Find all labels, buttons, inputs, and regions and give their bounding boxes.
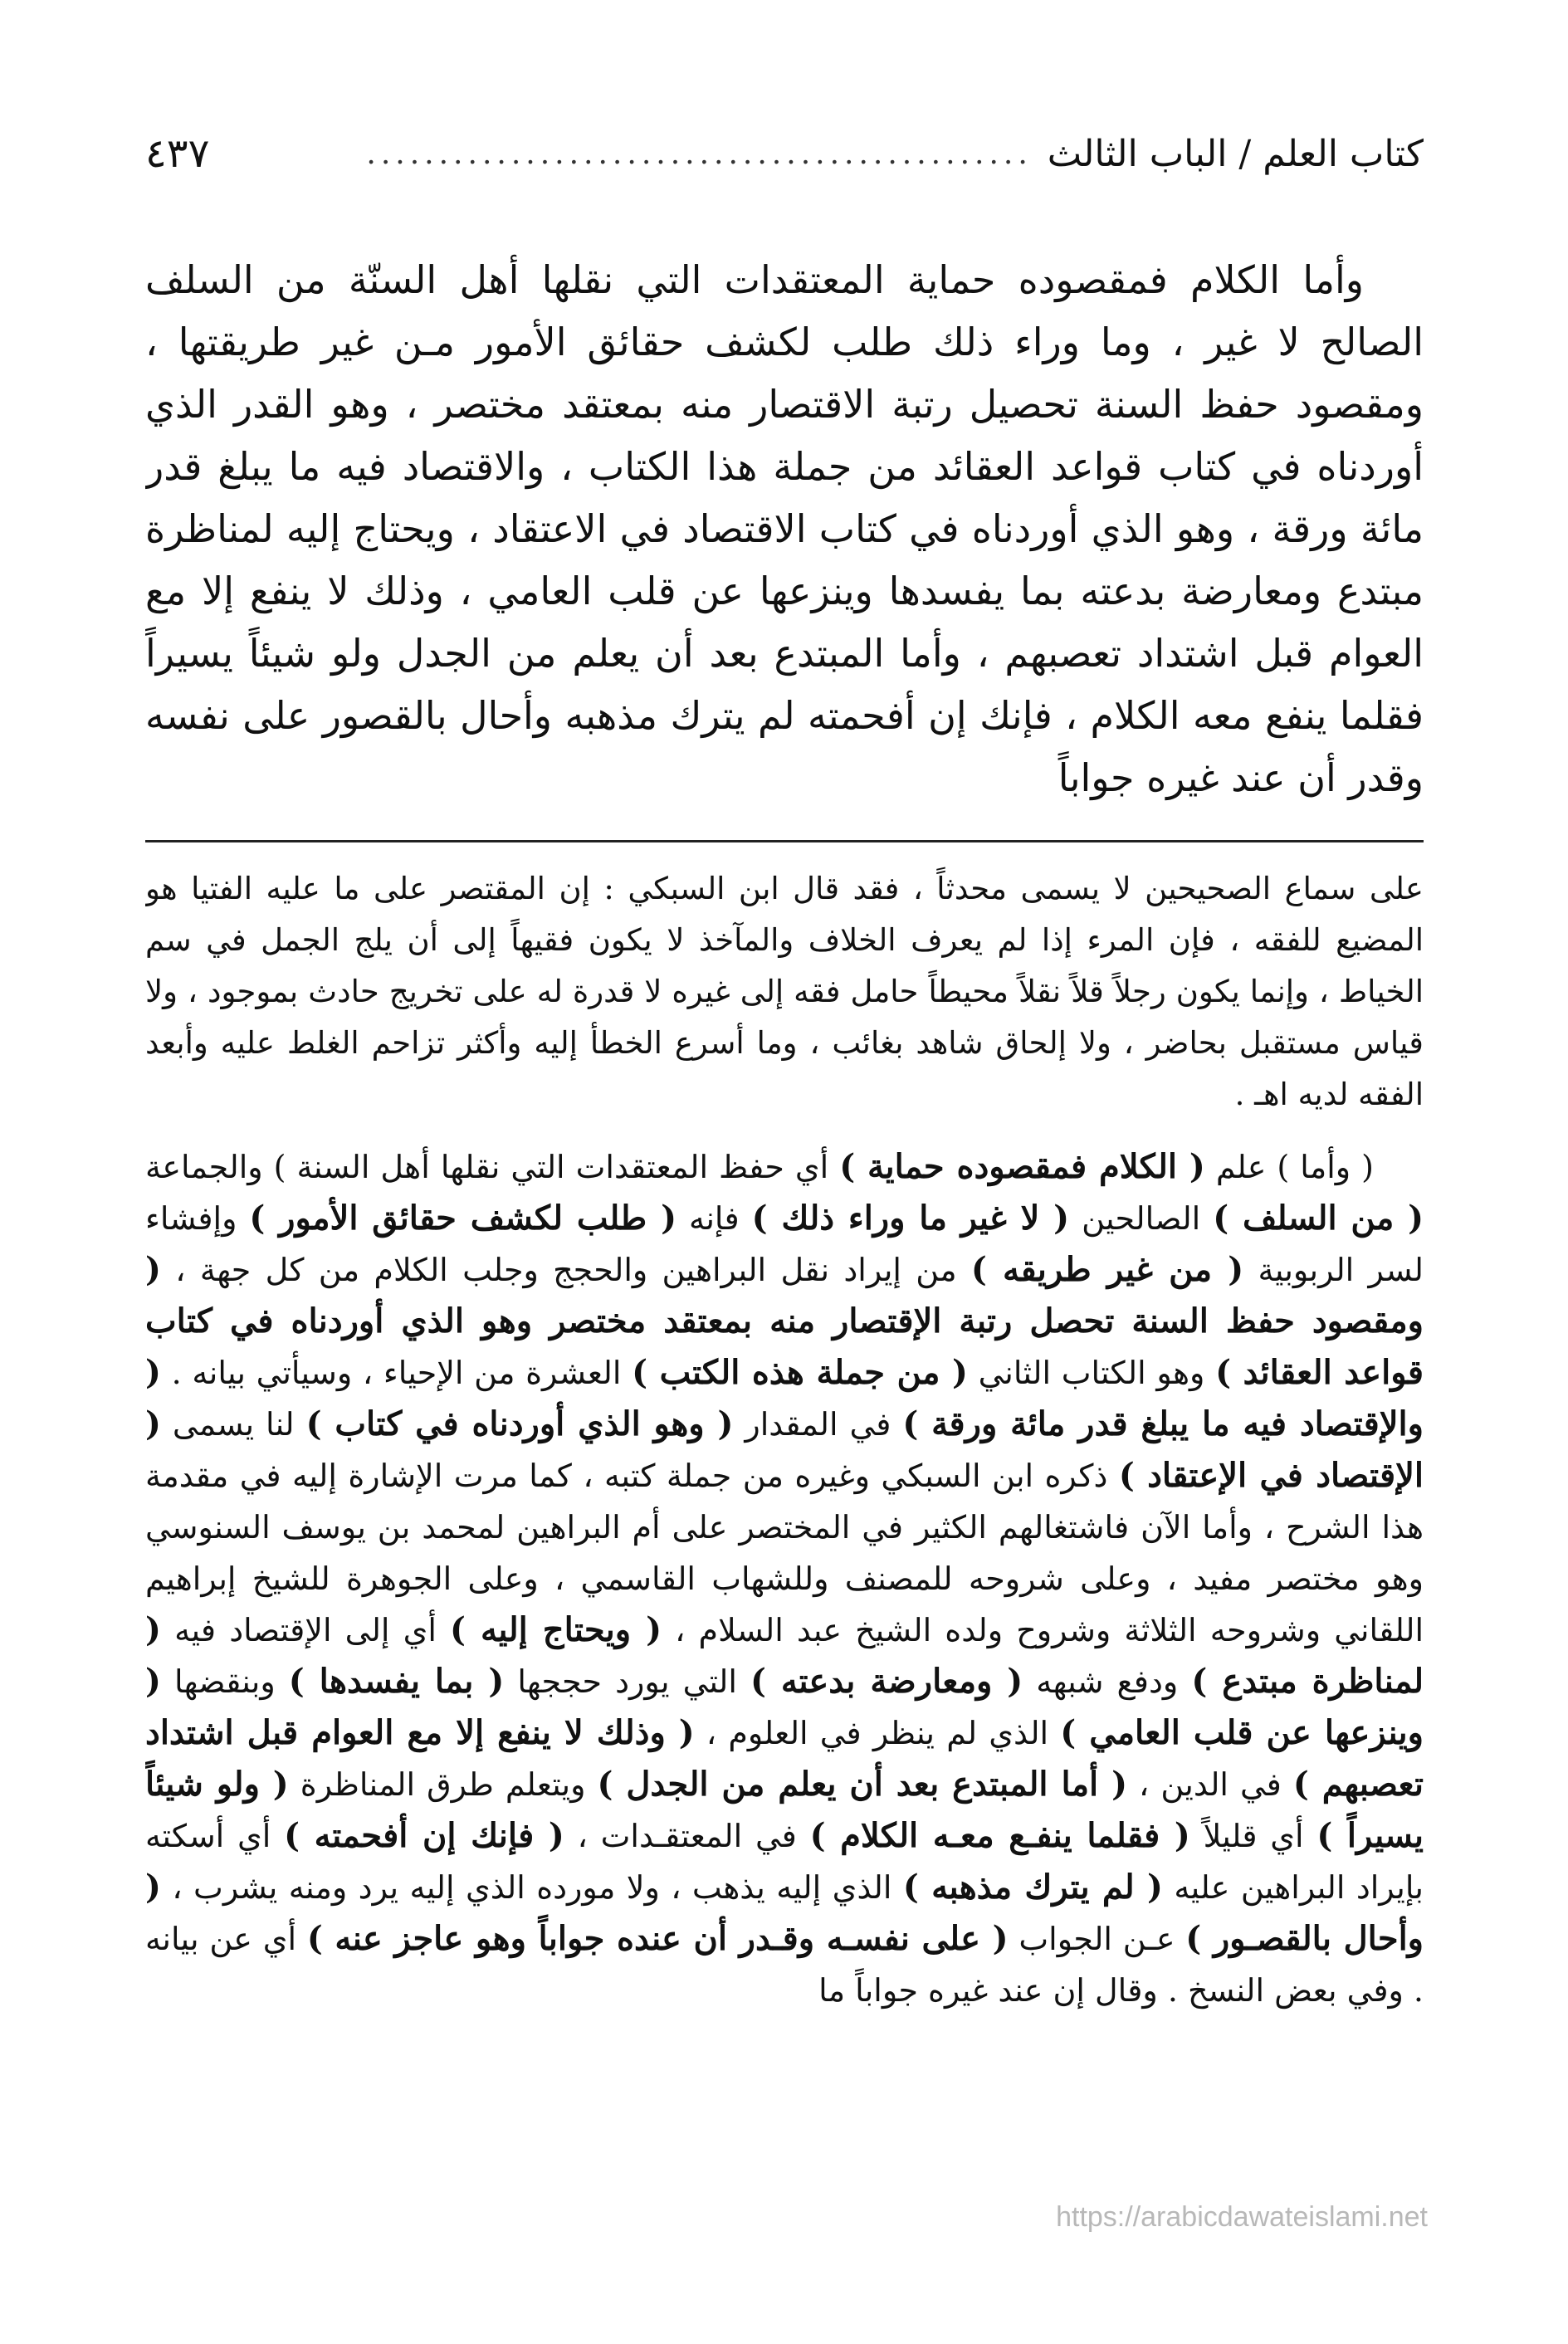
quoted-matn-text: ( بما يفسدها ) [288,1662,505,1701]
commentary-text: ويتعلم طرق المناظرة [288,1766,598,1803]
quoted-matn-text: ( وهو الذي أوردناه في كتاب ) [305,1404,734,1443]
quoted-matn-text: ( فقلما ينفـع معـه الكلام ) [809,1816,1190,1855]
page-header [145,125,1424,183]
commentary-text: وهو الكتاب الثاني [967,1355,1216,1391]
commentary-text: وإفشاء لسر الربوبية [145,1200,1424,1288]
commentary-block [145,1141,1424,2195]
commentary-text: لنا يسمى [160,1406,306,1443]
running-title: كتاب العلم / الباب الثالث [1047,132,1424,175]
quoted-matn-text: ( لمناظرة مبتدع ) [145,1610,1424,1701]
quoted-matn-text: ( ومعارضة بدعته ) [750,1662,1023,1701]
main-text-block [145,249,1424,863]
commentary-text: في المعتقـدات ، [564,1818,810,1854]
header-dot-leader: .............................................. [366,136,1033,171]
quoted-matn-text: ( لم يترك مذهبه ) [902,1868,1163,1907]
quoted-matn-text: ( أما المبتدع بعد أن يعلم من الجدل ) [597,1765,1127,1804]
quoted-matn-text: ( والإقتصاد فيه ما يبلغ قدر مائة ورقة ) [145,1353,1424,1443]
quoted-matn-text: ( فإنك إن أفحمته ) [284,1816,564,1855]
commentary-text: الصالحين [1069,1200,1214,1237]
commentary-text: أي إلى الإقتصاد فيه [160,1612,451,1648]
commentary-text: أي قليلاً [1189,1818,1317,1854]
commentary-text: الذي إليه يذهب ، ولا مورده الذي إليه يرد ومنه يشرب ، [160,1869,903,1906]
quoted-matn-text: ( من غير طريقه ) [970,1250,1244,1289]
commentary-text: ذكره ابن السبكي وغيره من جملة كتبه ، كما مرت الإشارة إليه في مقدمة هذا الشرح ، وأما الآن فاشتغالهم الكثير في المختصر على أم البراهين لمحمد بن يوسف السنوسي وهو مختصر مفيد ، وعلى شروحه للمصنف وللشهاب القاسمي ، وعلى الجوهرة للشيخ إبراهيم اللقاني وشروحه الثلاثة وشروح ولده الشيخ عبد السلام ، [145,1458,1424,1648]
commentary-text: الذي لم ينظر في العلوم ، [694,1715,1061,1751]
commentary-text: أي حفظ المعتقدات التي نقلها أهل السنة ) والجماعة [145,1149,840,1185]
commentary-paragraph [145,1141,1424,2016]
commentary-text: وبنقضها [160,1663,289,1700]
commentary-text: العشرة من الإحياء ، وسيأتي بيانه . [160,1355,633,1391]
quoted-matn-text: ( لا غير ما وراء ذلك ) [751,1199,1070,1238]
commentary-text: فإنه [677,1200,752,1237]
quoted-matn-text: ( وأحال بالقصـور ) [145,1868,1424,1958]
quoted-matn-text: ( وينزعها عن قلب العامي ) [145,1662,1424,1752]
quoted-matn-text: ( من السلف ) [1213,1199,1424,1238]
quoted-matn-text: ( ومقصود حفظ السنة تحصل رتبة الإقتصار منه بمعتقد مختصر وهو الذي أوردناه في كتاب قواعد العقائد ) [145,1250,1424,1392]
footnote-block [145,863,1424,1137]
quoted-matn-text: ( ولو شيئاً يسيراً ) [145,1765,1424,1855]
watermark-url: https://arabicdawateislami.net [1056,2201,1428,2233]
quoted-matn-text: ( وذلك لا ينفع إلا مع العوام قبل اشتداد تعصبهم ) [145,1713,1424,1804]
commentary-text: في الدين ، [1127,1766,1293,1803]
commentary-text: أي أسكته بإيراد البراهين عليه [145,1818,1424,1906]
quoted-matn-text: ( الإقتصاد في الإعتقاد ) [145,1404,1424,1495]
footnote-separator [145,840,1424,842]
page-number: ٤٣٧ [145,130,210,177]
commentary-text: من إيراد نقل البراهين والحجج وجلب الكلام من كل جهة ، [160,1252,971,1288]
commentary-text: في المقدار [733,1406,903,1443]
commentary-text: التي يورد حججها [504,1663,751,1700]
quoted-matn-text: ( على نفسـه وقـدر أن عنده جواباً وهو عاجز عنه ) [306,1919,1009,1958]
commentary-text: عـن الجواب [1008,1921,1186,1957]
quoted-matn-text: ( طلب لكشف حقائق الأمور ) [249,1199,677,1238]
footnote-paragraph: على سماع الصحيحين لا يسمى محدثاً ، فقد قال ابن السبكي : إن المقتصر على ما عليه الفتيا هو المضيع للفقه ، فإن المرء إذا لم يعرف الخلاف والمآخذ لا يكون فقيهاً إلى أن يلج الجمل في سم الخياط ، وإنما يكون رجلاً قلاً نقلاً محيطاً حامل فقه إلى غيره لا قدرة له على تخريج حادث بموجود ، ولا قياس مستقبل بحاضر ، ولا إلحاق شاهد بغائب ، وما أسرع الخطأ إليه وأكثر تزاحم الغلط عليه وأبعد الفقه لديه اهـ . [145,871,1424,1112]
commentary-text: أي عن بيانه . وفي بعض النسخ . وقال إن عند غيره جواباً ما [145,1921,1424,2009]
main-paragraph: وأما الكلام فمقصوده حماية المعتقدات التي نقلها أهل السنّة من السلف الصالح لا غير ، وما وراء ذلك طلب لكشف حقائق الأمور مـن غير طريقتها ، ومقصود حفظ السنة تحصيل رتبة الاقتصار منه بمعتقد مختصر ، وهو القدر الذي أوردناه في كتاب قواعد العقائد من جملة هذا الكتاب ، والاقتصاد فيه ما يبلغ قدر مائة ورقة ، وهو الذي أوردناه في كتاب الاقتصاد في الاعتقاد ، ويحتاج إليه لمناظرة مبتدع ومعارضة بدعته بما يفسدها وينزعها عن قلب العامي ، وذلك لا ينفع إلا مع العوام قبل اشتداد تعصبهم ، وأما المبتدع بعد أن يعلم من الجدل ولو شيئاً يسيراً فقلما ينفع معه الكلام ، فإنك إن أفحمته لم يترك مذهبه وأحال بالقصور على نفسه وقدر أن عند غيره جواباً [145,257,1424,800]
quoted-matn-text: ( الكلام فمقصوده حماية ) [839,1147,1205,1186]
quoted-matn-text: ( من جملة هذه الكتب ) [632,1353,968,1392]
commentary-text: ( وأما ) علم [1204,1149,1374,1185]
commentary-text: ودفع شبهه [1023,1663,1192,1700]
quoted-matn-text: ( ويحتاج إليه ) [450,1610,662,1649]
